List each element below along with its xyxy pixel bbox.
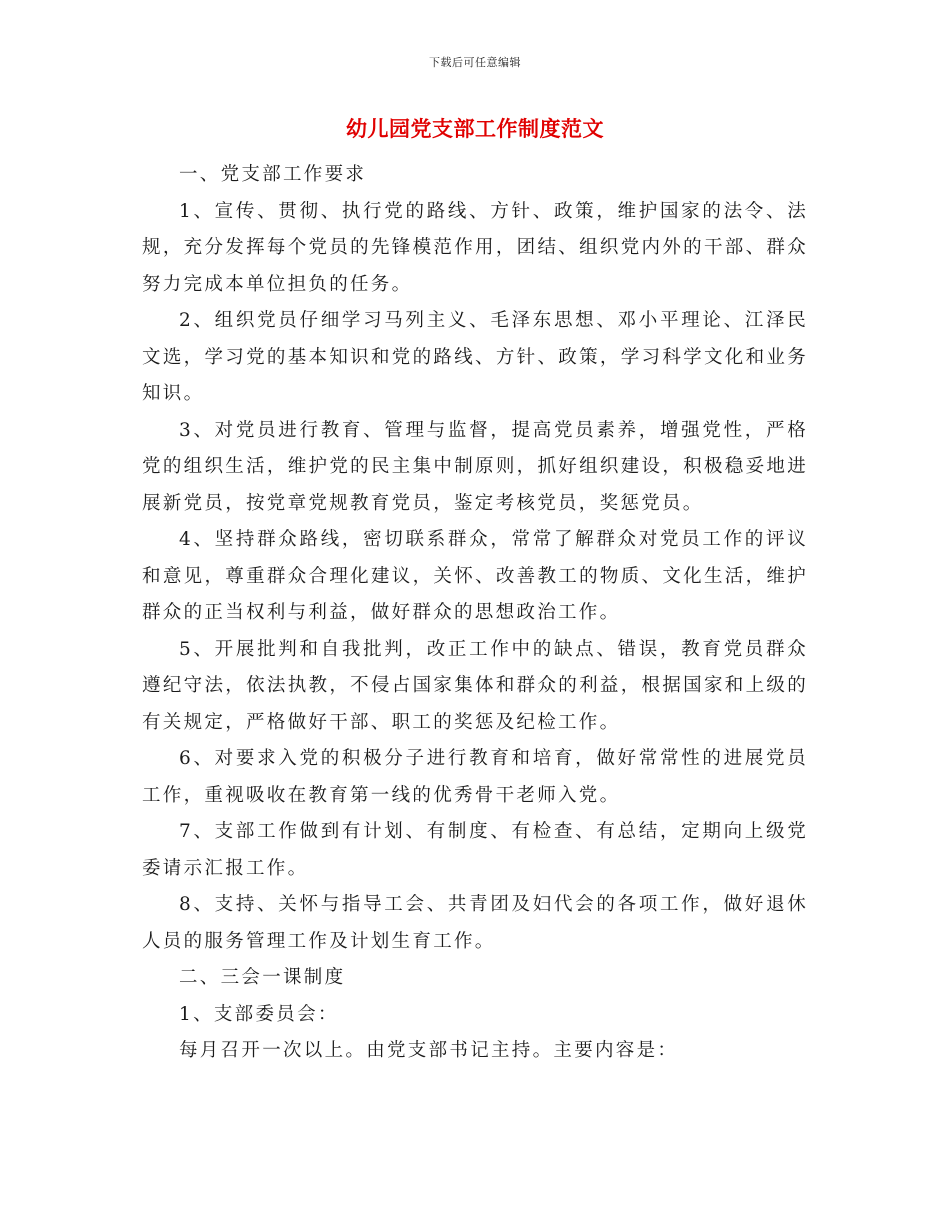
paragraph-item-6: 6、对要求入党的积极分子进行教育和培育，做好常常性的进展党员工作，重视吸收在教育第一线的优秀骨干老师入党。: [142, 748, 808, 806]
document-title: 幼儿园党支部工作制度范文: [346, 117, 604, 141]
paragraph-item-1: 1、宣传、贯彻、执行党的路线、方针、政策，维护国家的法令、法规，充分发挥每个党员的先锋模范作用，团结、组织党内外的干部、群众努力完成本单位担负的任务。: [142, 200, 808, 295]
paragraph-item-7: 7、支部工作做到有计划、有制度、有检查、有总结，定期向上级党委请示汇报工作。: [142, 821, 808, 879]
header-note: 下载后可任意编辑: [429, 56, 521, 69]
section-heading-requirements: 一、党支部工作要求: [179, 164, 367, 185]
document-body: [142, 157, 808, 1070]
paragraph-item-3: 3、对党员进行教育、管理与监督，提高党员素养，增强党性，严格党的组织生活，维护党的民主集中制原则，抓好组织建设，积极稳妥地进展新党员，按党章党规教育党员，鉴定考核党员，奖惩党员。: [142, 419, 808, 514]
paragraph-item-4: 4、坚持群众路线，密切联系群众，常常了解群众对党员工作的评议和意见，尊重群众合理化建议，关怀、改善教工的物质、文化生活，维护群众的正当权利与利益，做好群众的思想政治工作。: [142, 529, 808, 623]
section-heading-meetings: 二、三会一课制度: [179, 967, 346, 988]
paragraph-item-2: 2、组织党员仔细学习马列主义、毛泽东思想、邓小平理论、江泽民文选，学习党的基本知识和党的路线、方针、政策，学习科学文化和业务知识。: [142, 310, 808, 404]
paragraph-item-5: 5、开展批判和自我批判，改正工作中的缺点、错误，教育党员群众遵纪守法，依法执教，不侵占国家集体和群众的利益，根据国家和上级的有关规定，严格做好干部、职工的奖惩及纪检工作。: [142, 638, 808, 733]
paragraph-item-8: 8、支持、关怀与指导工会、共青团及妇代会的各项工作，做好退休人员的服务管理工作及计划生育工作。: [142, 894, 808, 952]
subheading-branch-committee: 1、支部委员会：: [179, 1003, 339, 1025]
paragraph-committee-schedule: 每月召开一次以上。由党支部书记主持。主要内容是：: [179, 1040, 679, 1061]
